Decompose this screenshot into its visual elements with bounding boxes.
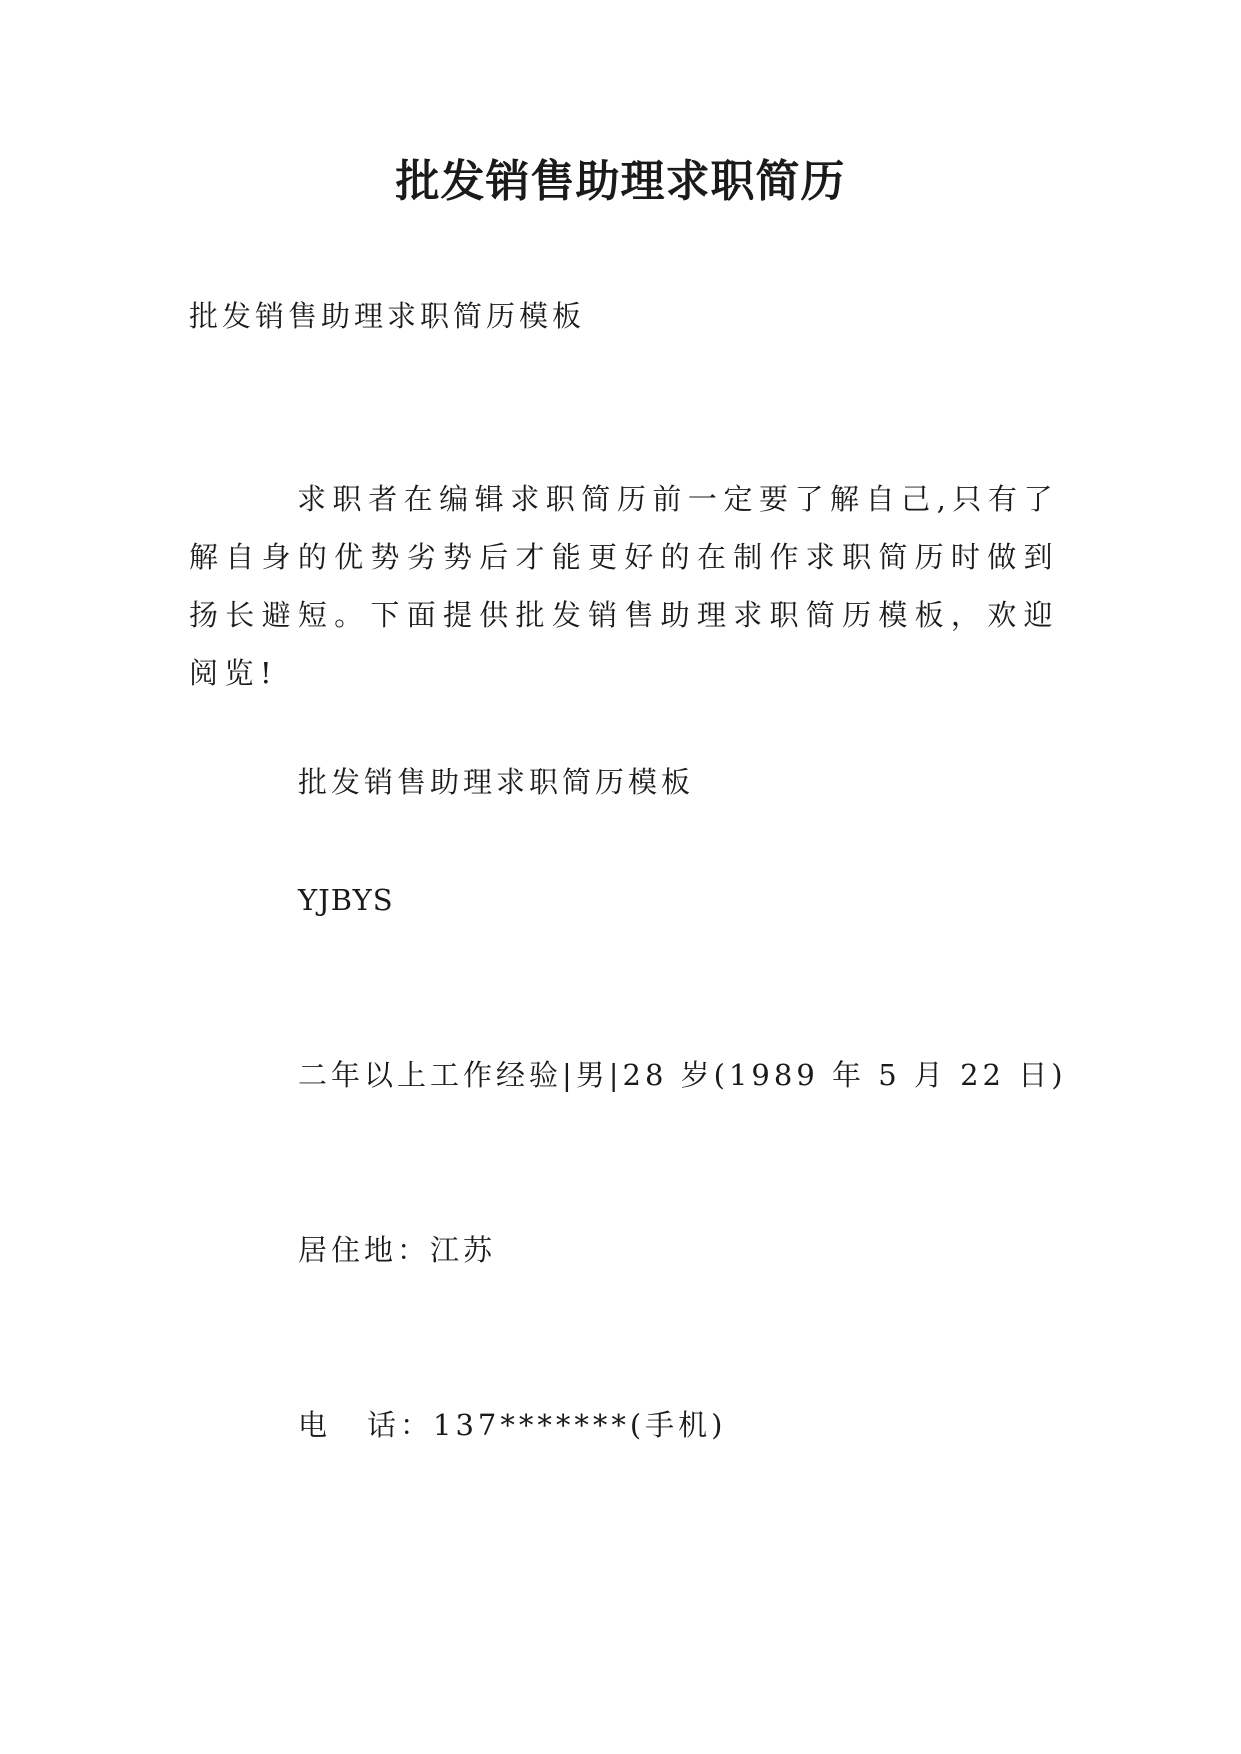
address-line: 居住地：江苏 xyxy=(298,1233,497,1267)
document-subtitle: 批发销售助理求职简历模板 xyxy=(189,299,586,333)
phone-label-part-2: 话：137*******(手机) xyxy=(367,1408,727,1442)
resume-code: YJBYS xyxy=(298,883,394,917)
document-title: 批发销售助理求职简历 xyxy=(395,156,846,207)
basic-info-line: 二年以上工作经验|男|28 岁(1989 年 5 月 22 日) xyxy=(298,1058,1067,1092)
resume-heading: 批发销售助理求职简历模板 xyxy=(298,765,695,799)
phone-line xyxy=(298,1405,727,1445)
intro-paragraph: 求职者在编辑求职简历前一定要了解自己,只有了解自身的优势劣势后才能更好的在制作求职简历时做到扬长避短。下面提供批发销售助理求职简历模板，欢迎阅览! xyxy=(189,482,1059,690)
phone-label-part-1: 电 xyxy=(298,1408,332,1442)
